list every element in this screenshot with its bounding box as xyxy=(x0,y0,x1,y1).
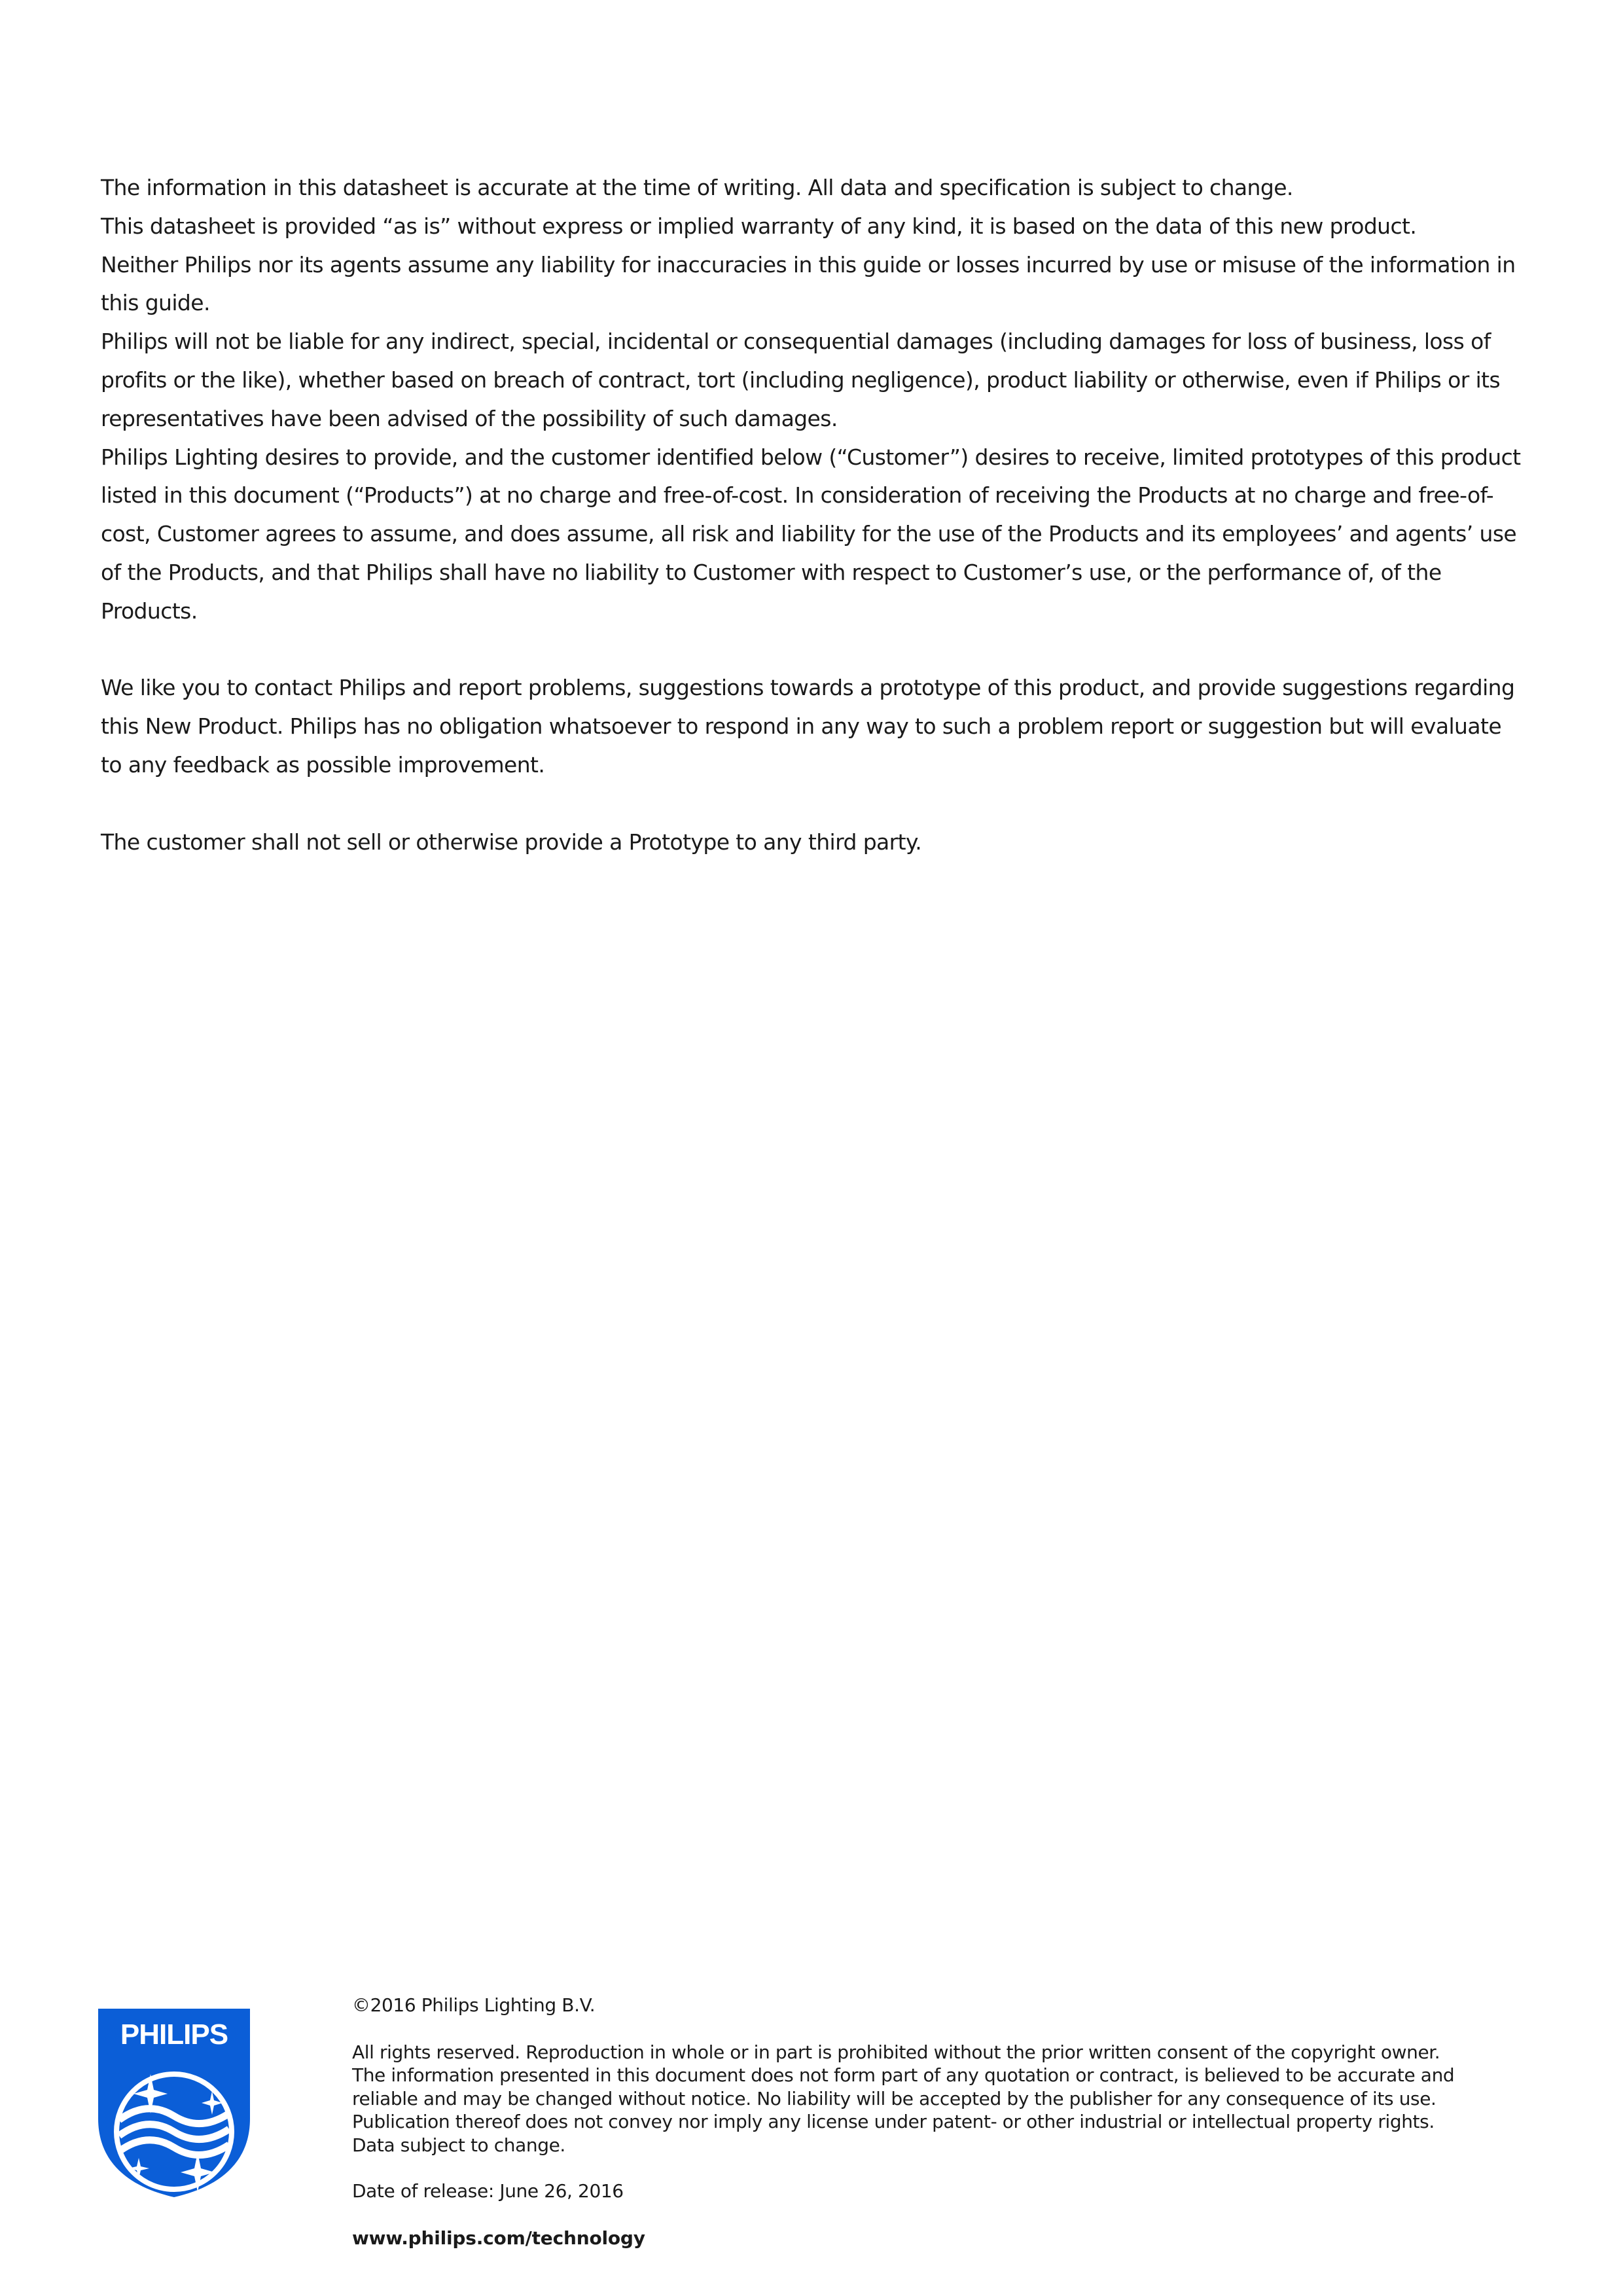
website-link[interactable]: www.philips.com/technology xyxy=(352,2227,645,2249)
logo-wordmark: PHILIPS xyxy=(120,2018,228,2051)
release-date: Date of release: June 26, 2016 xyxy=(352,2180,624,2202)
resale-paragraph: The customer shall not sell or otherwise provide a Prototype to any third party. xyxy=(101,829,922,855)
feedback-paragraph: We like you to contact Philips and report problems, suggestions towards a prototype of this product, and provide suggestions regarding this New Product. Philips has no obligation whatsoever to respond in any way to such a problem report or suggestion but will evaluate to any feedback as possible improvement. xyxy=(101,675,1515,778)
disclaimer-paragraph: Philips will not be liable for any indirect, special, incidental or consequential damages (including damages for loss of business, loss of profits or the like), whether based on breach of contract, tort (including negligence), product liability or otherwise, even if Philips or its representatives have been advised of the possibility of such damages. xyxy=(101,329,1501,431)
rights-line: reliable and may be changed without notice. No liability will be accepted by the publisher for any consequence of its use. xyxy=(352,2087,1436,2109)
disclaimer-paragraph: Philips Lighting desires to provide, and the customer identified below (“Customer”) desires to receive, limited prototypes of this product listed in this document (“Products”) at no charge and free-of-cost. In consideration of receiving the Products at no charge and free-of-cost, Customer agrees to assume, and does assume, all risk and liability for the use of the Products and its employees’ and agents’ use of the Products, and that Philips shall have no liability to Customer with respect to Customer’s use, or the performance of, of the Products. xyxy=(101,444,1521,624)
footer-legal xyxy=(352,1994,1530,2250)
disclaimer-paragraph: The information in this datasheet is accurate at the time of writing. All data and specification is subject to change. xyxy=(101,175,1293,200)
rights-line: All rights reserved. Reproduction in whole or in part is prohibited without the prior written consent of the copyright owner. xyxy=(352,2041,1440,2063)
rights-line: The information presented in this document does not form part of any quotation or contract, is believed to be accurate and xyxy=(352,2064,1455,2086)
rights-line: Publication thereof does not convey nor imply any license under patent- or other industrial or intellectual property rights. xyxy=(352,2111,1435,2132)
rights-line: Data subject to change. xyxy=(352,2134,565,2156)
philips-shield-icon xyxy=(97,2007,251,2198)
rights-notice xyxy=(352,2041,1530,2157)
disclaimer-text xyxy=(101,169,1524,861)
copyright-notice: ©2016 Philips Lighting B.V. xyxy=(352,1994,596,2016)
disclaimer-paragraph: This datasheet is provided “as is” without express or implied warranty of any kind, it is based on the data of this new product. xyxy=(101,213,1417,239)
disclaimer-paragraph: Neither Philips nor its agents assume any liability for inaccuracies in this guide or losses incurred by use or misuse of the information in this guide. xyxy=(101,251,1516,316)
